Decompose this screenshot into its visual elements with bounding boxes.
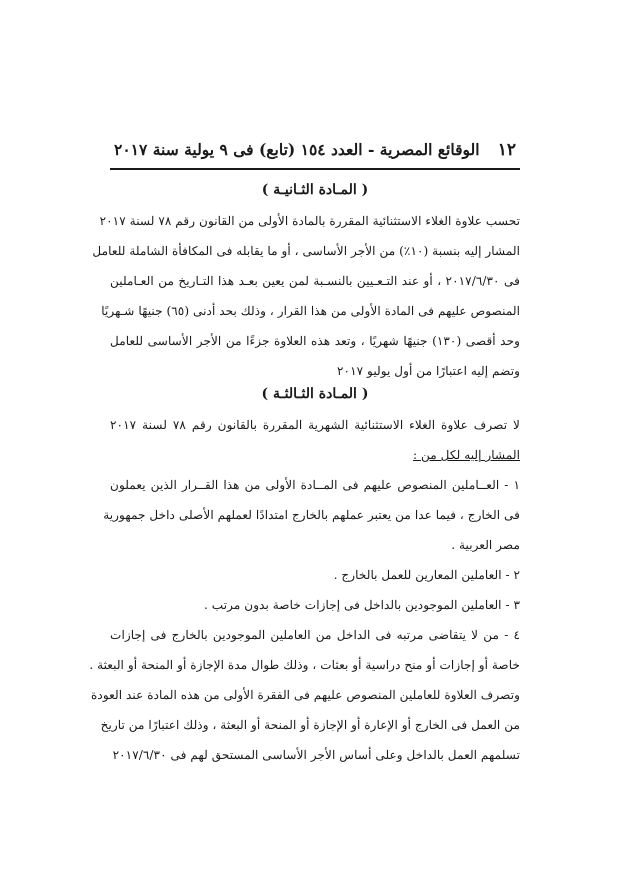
item-4-line: خاصة أو إجازات أو منح دراسية أو بعثات ، وذلك طوال مدة الإجازة أو المنحة أو البعثة . [89,658,520,672]
article-2-line: المشار إليه بنسبة (١٠٪) من الأجر الأساسى ، أو ما يقابله فى المكافأة الشاملة للعامل [92,244,520,258]
closing-line: من العمل فى الخارج أو الإعارة أو الإجازة أو المنحة أو البعثة ، وذلك اعتبارًا من تاريخ [100,718,520,732]
item-2: ٢ - العاملين المعارين للعمل بالخارج . [333,568,520,582]
item-4-line: ٤ - من لا يتقاضى مرتبه فى الداخل من العاملين الموجودين بالخارج فى إجازات [110,628,520,642]
item-1-line: ١ - العــاملين المنصوص عليهم فى المــادة الأولى من هذا القــرار الذين يعملون [110,478,520,492]
header-title: الوقائع المصرية - العدد ١٥٤ (تابع) فى ٩ يولية سنة ٢٠١٧ [114,140,480,159]
article-3-intro-line: المشار إليه لكل من : [412,448,520,462]
article-2-body [92,206,520,386]
article-2-line: تحسب علاوة الغلاء الاستثنائية المقررة بالمادة الأولى من القانون رقم ٧٨ لسنة ٢٠١٧ [99,214,520,228]
page-header [110,140,520,170]
page-number: ١٢ [497,140,516,160]
gazette-page [89,140,521,770]
article-2-line: المنصوص عليهم فى المادة الأولى من هذا القرار ، وذلك بحد أدنى (٦٥) جنيهًا شـهريًا [101,304,520,318]
article-3-body [89,410,521,770]
article-3-heading: ( المـادة الثـالثـة ) [261,386,369,402]
article-2-line: وحد أقصى (١٣٠) جنيهًا شهريًا ، وتعد هذه العلاوة جزءًا من الأجر الأساسى للعامل [110,334,520,348]
article-2-line: وتضم إليه اعتبارًا من أول يوليو ٢٠١٧ [336,364,520,378]
article-3-intro-line: لا تصرف علاوة الغلاء الاستثنائية الشهرية المقررة بالقانون رقم ٧٨ لسنة ٢٠١٧ [110,418,521,432]
article-2-line: فى ٢٠١٧/٦/٣٠ ، أو عند التـعـيين بالنسـبة لمن يعين بعـد هذا التـاريخ من العـاملين [110,274,520,288]
article-2-heading: ( المـادة الثـانيـة ) [261,182,369,198]
item-1-line: مصر العربية . [451,538,520,552]
item-3: ٣ - العاملين الموجودين بالداخل فى إجازات خاصة بدون مرتب . [204,598,520,612]
item-1-line: فى الخارج ، فيما عدا من يعتبر عملهم بالخارج امتدادًا لعملهم الأصلى داخل جمهورية [103,508,520,522]
closing-line: وتصرف العلاوة للعاملين المنصوص عليهم فى الفقرة الأولى من هذه المادة عند العودة [91,688,520,702]
closing-line: تسلمهم العمل بالداخل وعلى أساس الأجر الأساسى المستحق لهم فى ٢٠١٧/٦/٣٠ [112,748,520,762]
